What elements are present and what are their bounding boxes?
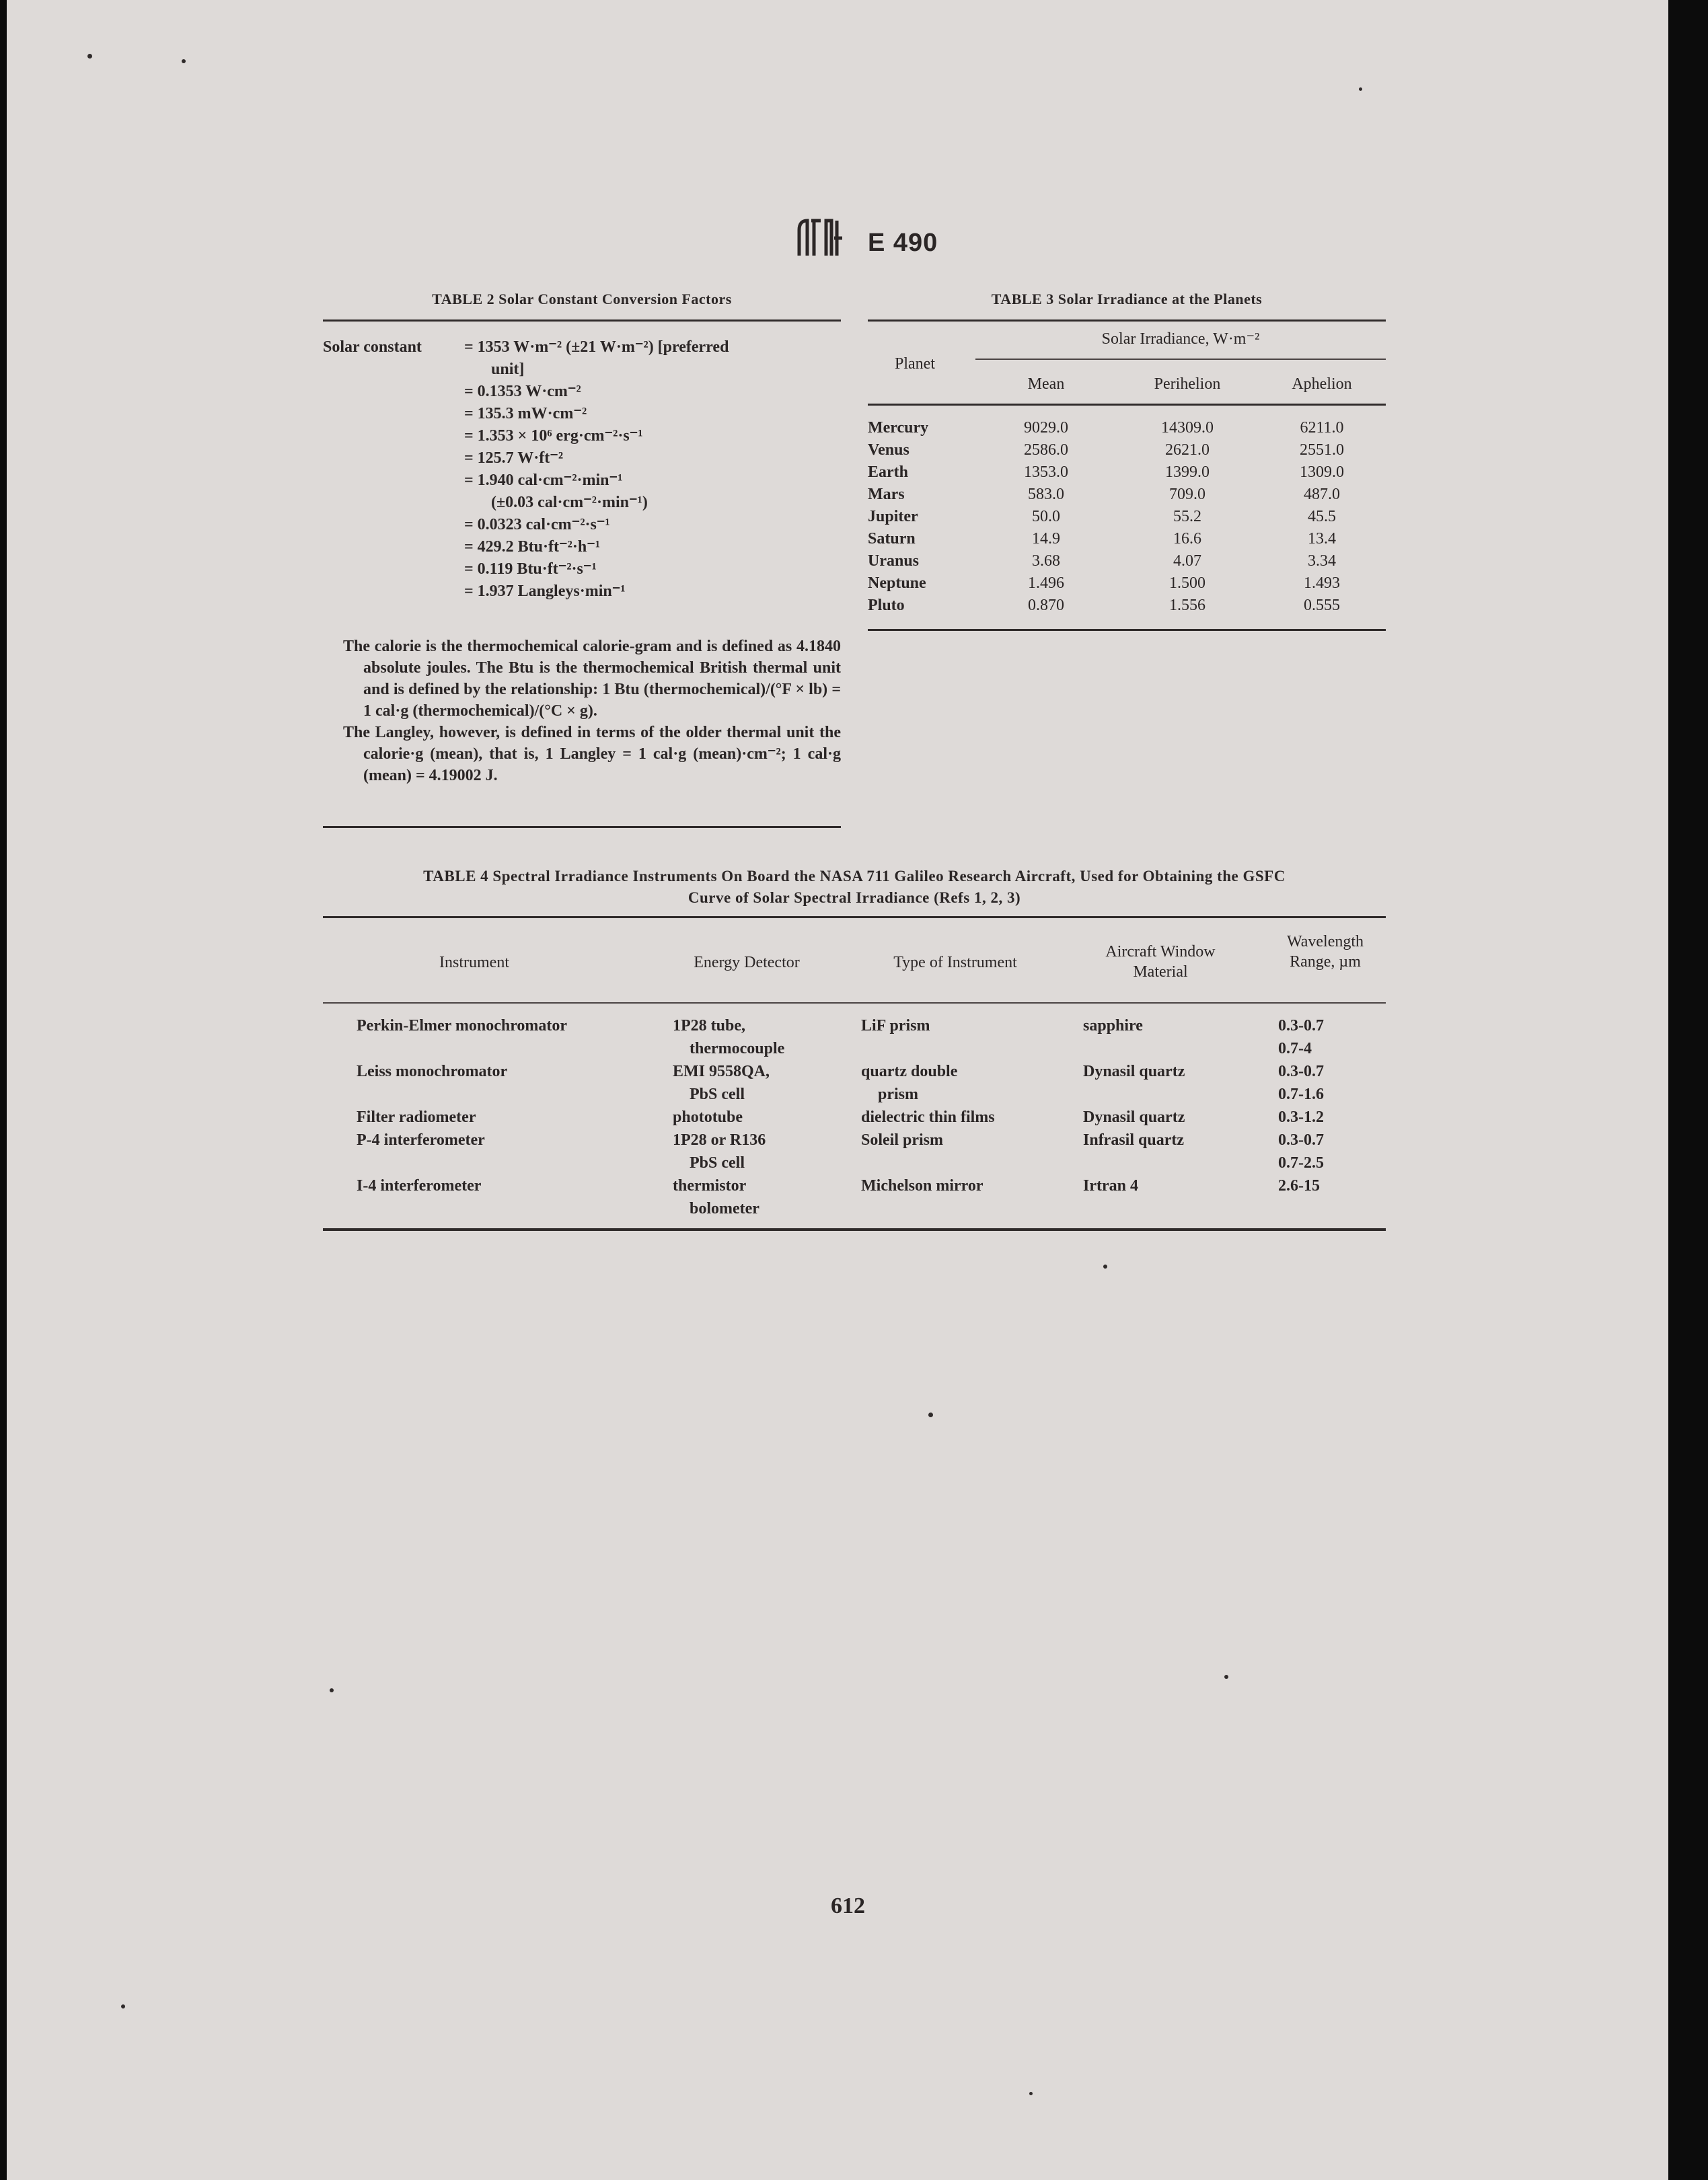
window-cell: Dynasil quartz [1083,1063,1185,1080]
planet-name: Mars [868,486,905,503]
table2-values [464,336,729,603]
table4-col-instrument-type: Type of Instrument [893,954,1017,971]
table-row [868,461,1386,484]
perihelion-value: 16.6 [1173,530,1201,548]
instrument-cell [323,1197,673,1220]
window-cell [1083,1083,1278,1106]
perihelion-value: 1399.0 [1165,463,1210,481]
perihelion-value: 709.0 [1169,486,1205,503]
table3-bottom-rule [868,629,1386,631]
window-cell [1083,1037,1278,1060]
perihelion-value: 2621.0 [1165,441,1210,459]
window-cell [1083,1197,1278,1220]
table2-value: = 1.940 cal·cm⁻²·min⁻¹ [464,472,623,489]
scan-speck [182,59,186,63]
perihelion-value: 14309.0 [1161,419,1214,437]
aphelion-value: 1.493 [1304,574,1340,592]
table-row [868,528,1386,550]
table-row [868,506,1386,528]
table4-col-instrument: Instrument [439,954,509,971]
table2-value: = 1.353 × 10⁶ erg·cm⁻²·s⁻¹ [464,427,643,445]
table2-value: = 0.0323 cal·cm⁻²·s⁻¹ [464,516,610,533]
instrument-cell [323,1083,673,1106]
table-row [868,550,1386,572]
document-page [7,0,1668,2180]
table2-top-rule [323,320,841,322]
table3-top-rule [868,320,1386,322]
table-row [323,1197,1386,1220]
table2-note: The calorie is the thermochemical calorie-gram and is defined as 4.1840 absolute joules. The Btu is the thermochemical British thermal unit and is defined by the relationship: 1 Btu (thermochemical)/(°F × lb) = 1 cal·g (thermochemical)/(°C × g). [343,638,841,720]
table4-top-rule [323,916,1386,918]
aphelion-value: 6211.0 [1300,419,1344,437]
wavelength-cell: 0.7-1.6 [1278,1086,1324,1103]
planet-name: Neptune [868,574,926,592]
table3-col-planet: Planet [895,355,935,373]
aphelion-value: 487.0 [1304,486,1340,503]
table-row [868,417,1386,439]
scan-speck [87,54,92,59]
table4-col-energy-detector: Energy Detector [694,954,800,971]
window-cell: Dynasil quartz [1083,1108,1185,1126]
wavelength-cell: 2.6-15 [1278,1177,1320,1195]
table4-col-window-material: Aircraft Window Material [1105,943,1216,981]
wavelength-cell: 0.3-0.7 [1278,1131,1324,1149]
table-row [868,484,1386,506]
table3-header-rule [868,404,1386,406]
table4-caption-line1: TABLE 4 Spectral Irradiance Instruments On Board the NASA 711 Galileo Research Aircraft, Used for Obtaining the GSFC [423,868,1286,885]
wavelength-cell: 0.7-4 [1278,1040,1312,1057]
mean-value: 0.870 [1028,597,1064,614]
page-number: 612 [831,1893,865,1918]
table-row [323,1083,1386,1106]
planet-name: Uranus [868,552,920,570]
mean-value: 50.0 [1032,508,1060,525]
table-row [323,1106,1386,1129]
table-row [323,1037,1386,1060]
table2-bottom-rule [323,826,841,828]
type-cell: quartz double [861,1063,958,1080]
astm-logo-icon [794,215,845,261]
mean-value: 3.68 [1032,552,1060,570]
type-cell [861,1152,1083,1174]
detector-cell: 1P28 tube, [673,1017,745,1035]
planet-name: Mercury [868,419,929,437]
table4-caption-line2: Curve of Solar Spectral Irradiance (Refs 1, 2, 3) [688,889,1021,906]
table-row [868,572,1386,595]
mean-value: 583.0 [1028,486,1064,503]
detector-cell: 1P28 or R136 [673,1131,766,1149]
table-row [323,1060,1386,1083]
table-row [323,1174,1386,1197]
perihelion-value: 1.500 [1169,574,1205,592]
window-cell: sapphire [1083,1017,1143,1035]
table4-bottom-rule [323,1228,1386,1231]
perihelion-value: 4.07 [1173,552,1201,570]
aphelion-value: 1309.0 [1300,463,1344,481]
type-cell [861,1037,1083,1060]
wavelength-cell: 0.7-2.5 [1278,1154,1324,1172]
instrument-cell [323,1152,673,1174]
table4-header-rule [323,1002,1386,1004]
detector-cell: PbS cell [690,1086,745,1103]
window-cell: Infrasil quartz [1083,1131,1184,1149]
table2-row-label: Solar constant [323,338,422,356]
table3-col-aphelion: Aphelion [1292,375,1352,393]
type-cell [861,1197,1083,1220]
type-cell: prism [878,1086,918,1103]
aphelion-value: 13.4 [1308,530,1336,548]
table-row [323,1129,1386,1152]
type-cell: Michelson mirror [861,1177,983,1195]
scan-speck [1029,2092,1033,2095]
table3-caption: TABLE 3 Solar Irradiance at the Planets [991,291,1263,307]
wavelength-cell [1278,1197,1386,1220]
detector-cell: thermistor [673,1177,747,1195]
window-cell: Irtran 4 [1083,1177,1138,1195]
planet-name: Jupiter [868,508,918,525]
table-row [323,1014,1386,1037]
table3-group-rule [975,359,1386,360]
table2-caption: TABLE 2 Solar Constant Conversion Factors [432,291,732,307]
table2-value: = 429.2 Btu·ft⁻²·h⁻¹ [464,538,601,556]
instrument-cell: Perkin-Elmer monochromator [357,1017,568,1035]
mean-value: 1.496 [1028,574,1064,592]
perihelion-value: 55.2 [1173,508,1201,525]
table2-value: = 135.3 mW·cm⁻² [464,405,587,422]
detector-cell: thermocouple [690,1040,785,1057]
perihelion-value: 1.556 [1169,597,1205,614]
table3-body [868,417,1386,617]
mean-value: 2586.0 [1024,441,1068,459]
planet-name: Saturn [868,530,916,548]
table2-value: = 0.119 Btu·ft⁻²·s⁻¹ [464,560,597,578]
table2-notes [343,636,841,786]
type-cell: dielectric thin films [861,1108,995,1126]
table3-col-perihelion: Perihelion [1154,375,1221,393]
instrument-cell: Filter radiometer [357,1108,476,1126]
aphelion-value: 2551.0 [1300,441,1344,459]
standard-code: E 490 [868,229,938,257]
instrument-cell: I-4 interferometer [357,1177,482,1195]
table4-col-wavelength: Wavelength Range, µm [1286,933,1364,971]
scan-speck [1224,1675,1228,1679]
instrument-cell: Leiss monochromator [357,1063,508,1080]
detector-cell: bolometer [690,1200,759,1217]
table2-value: = 1.937 Langleys·min⁻¹ [464,582,626,600]
planet-name: Venus [868,441,909,459]
table-row [868,439,1386,461]
table3-group-header: Solar Irradiance, W·m⁻² [1101,330,1260,348]
scan-speck [1103,1265,1107,1269]
type-cell: LiF prism [861,1017,930,1035]
detector-cell: phototube [673,1108,743,1126]
table2-value: = 1353 W·m⁻² (±21 W·m⁻²) [preferred [464,338,729,356]
planet-name: Earth [868,463,908,481]
instrument-cell [323,1037,673,1060]
table2-value: = 125.7 W·ft⁻² [464,449,564,467]
type-cell: Soleil prism [861,1131,944,1149]
table2-value: = 0.1353 W·cm⁻² [464,383,581,400]
wavelength-cell: 0.3-1.2 [1278,1108,1324,1126]
scan-speck [121,2004,125,2008]
detector-cell: PbS cell [690,1154,745,1172]
detector-cell: EMI 9558QA, [673,1063,770,1080]
aphelion-value: 3.34 [1308,552,1336,570]
table-row [868,595,1386,617]
scan-speck [1359,87,1362,91]
aphelion-value: 45.5 [1308,508,1336,525]
window-cell [1083,1152,1278,1174]
planet-name: Pluto [868,597,905,614]
wavelength-cell: 0.3-0.7 [1278,1063,1324,1080]
scan-speck [330,1688,334,1692]
scan-speck [928,1413,933,1417]
table2-note: The Langley, however, is defined in terms of the older thermal unit the calorie·g (mean), that is, 1 Langley = 1 cal·g (mean)·cm⁻²; 1 cal·g (mean) = 4.19002 J. [343,724,841,784]
table-row [323,1152,1386,1174]
wavelength-cell: 0.3-0.7 [1278,1017,1324,1035]
table2-value: unit] [491,361,525,378]
mean-value: 14.9 [1032,530,1060,548]
mean-value: 1353.0 [1024,463,1068,481]
table3-col-mean: Mean [1027,375,1065,393]
instrument-cell: P-4 interferometer [357,1131,485,1149]
aphelion-value: 0.555 [1304,597,1340,614]
mean-value: 9029.0 [1024,419,1068,437]
table4-body [323,1014,1386,1220]
table2-value: (±0.03 cal·cm⁻²·min⁻¹) [491,494,648,511]
